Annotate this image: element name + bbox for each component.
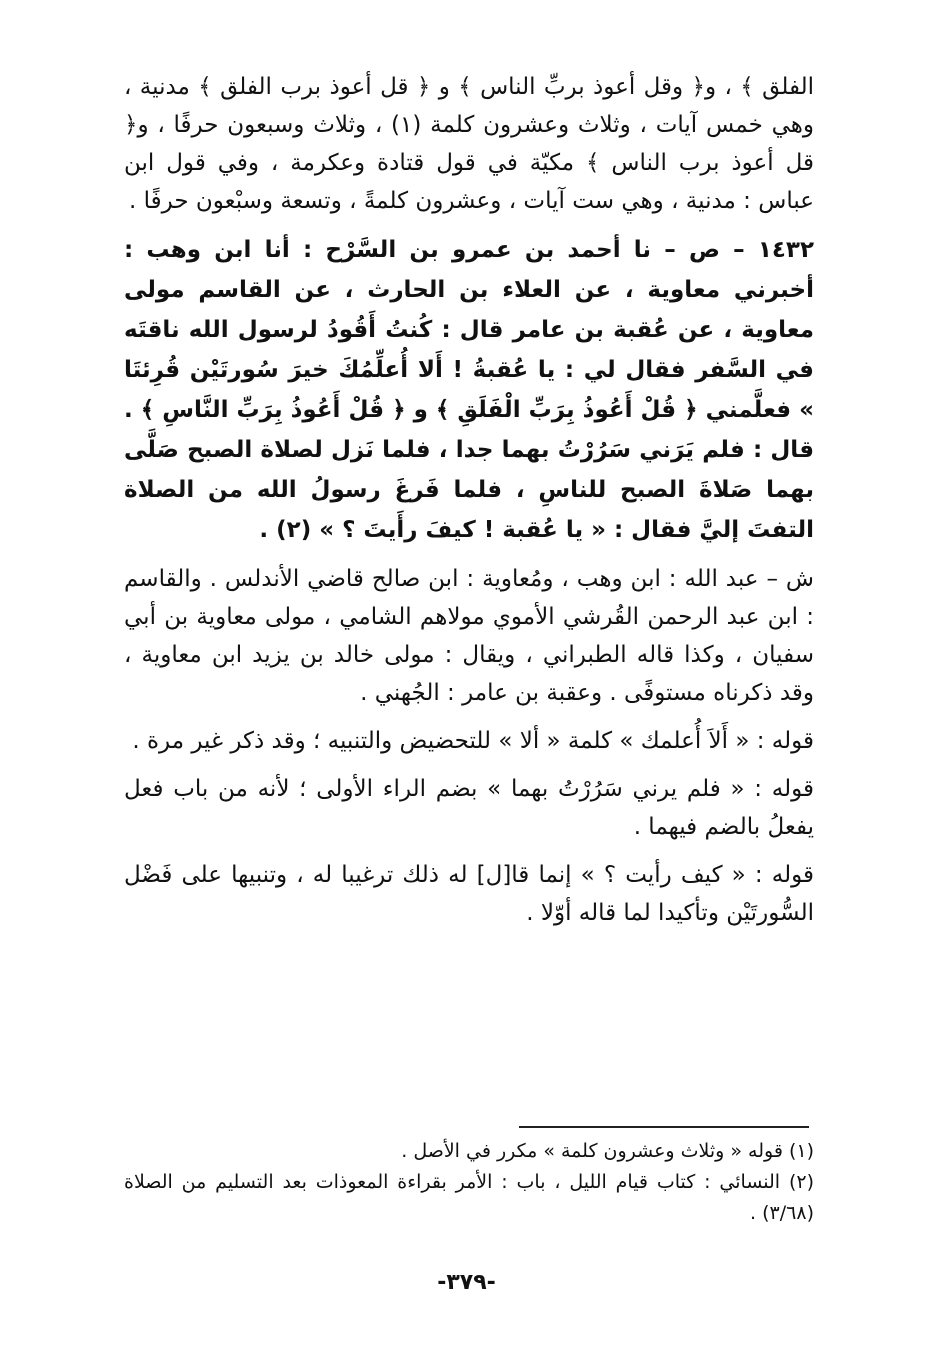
footnote-separator <box>519 1126 809 1128</box>
page-number: -٣٧٩- <box>437 1270 496 1295</box>
paragraph-intro: الفلق ﴾ ، و﴿ وقل أعوذ بربِّ الناس ﴾ و ﴿ قل أعوذ برب الفلق ﴾ مدنية ، وهي خمس آيات ، وثلاث وعشرون كلمة (١) ، وثلاث وسبعون حرفًا ، و﴿ قل أعوذ برب الناس ﴾ مكيّة في قول قتادة وعكرمة ، وفي قول ابن عباس : مدنية ، وهي ست آيات ، وعشرون كلمةً ، وتسعة وسبْعون حرفًا . <box>124 74 814 214</box>
main-text <box>124 68 814 932</box>
footnote-2: (٢) النسائي : كتاب قيام الليل ، باب : الأمر بقراءة المعوذات بعد التسليم من الصلاة (٣/٦٨) . <box>124 1171 814 1224</box>
paragraph-qawluhu-2: قوله : « فلم يرني سَرُرْتُ بهما » بضم الراء الأولى ؛ لأنه من باب فعل يفعلُ بالضم فيهما . <box>124 776 814 840</box>
paragraph-qawluhu-1: قوله : « أَلاَ أُعلمك » كلمة « ألا » للتحضيض والتنبيه ؛ وقد ذكر غير مرة . <box>132 728 814 754</box>
paragraph-hadith-1432: ١٤٣٢ – ص – نا أحمد بن عمرو بن السَّرْح : أنا ابن وهب : أخبرني معاوية ، عن العلاء بن الحارث ، عن القاسم مولى معاوية ، عن عُقبة بن عامر قال : كُنتُ أَقُودُ لرسول الله ناقتَه في السَّفر فقال لي : يا عُقبةُ ! أَلا أُعلِّمُكَ خيرَ سُورتَيْن قُرِئتَا » فعلَّمني ﴿ قُلْ أَعُوذُ بِرَبِّ الْفَلَقِ ﴾ و ﴿ قُلْ أَعُوذُ بِرَبِّ النَّاسِ ﴾ . قال : فلم يَرَني سَرُرْتُ بهما جدا ، فلما نَزل لصلاة الصبح صَلَّى بهما صَلاةَ الصبح للناسِ ، فلما فَرغَ رسولُ الله من الصلاة التفتَ إليَّ فقال : « يا عُقبة ! كيفَ رأَيتَ ؟ » (٢) . <box>124 237 814 543</box>
paragraph-sharh: ش – عبد الله : ابن وهب ، ومُعاوية : ابن صالح قاضي الأندلس . والقاسم : ابن عبد الرحمن القُرشي الأموي مولاهم الشامي ، مولى معاوية بن أبي سفيان ، وكذا قاله الطبراني ، ويقال : مولى خالد بن يزيد ابن معاوية ، وقد ذكرناه مستوفًى . وعقبة بن عامر : الجُهني . <box>124 566 814 706</box>
footnotes <box>124 1136 814 1229</box>
footnote-1: (١) قوله « وثلاث وعشرون كلمة » مكرر في الأصل . <box>401 1140 814 1162</box>
paragraph-qawluhu-3: قوله : « كيف رأيت ؟ » إنما قا[ل] له ذلك ترغيبا له ، وتنبيها على فَضْل السُّورتَيْن وتأكيدا لما قاله أوّلا . <box>124 862 814 926</box>
